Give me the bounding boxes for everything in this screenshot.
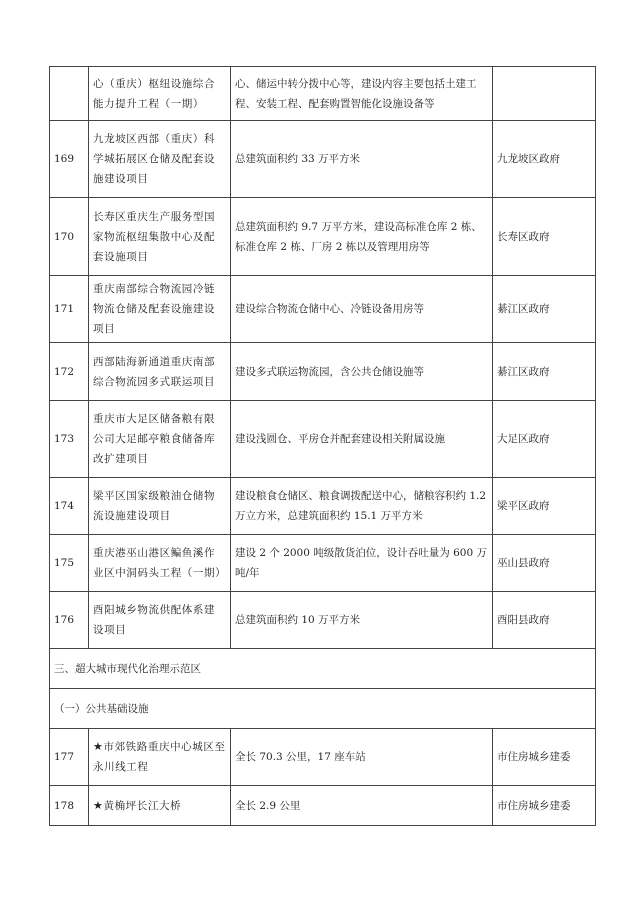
project-name: 长寿区重庆生产服务型国家物流枢纽集散中心及配套设施项目 [89, 198, 231, 276]
project-content: 建设浅圆仓、平房仓并配套建设相关附属设施 [231, 401, 493, 478]
responsible-unit: 市住房城乡建委 [493, 729, 596, 786]
row-number: 170 [50, 198, 89, 276]
table-row [50, 478, 596, 535]
responsible-unit: 长寿区政府 [493, 198, 596, 276]
table-row [50, 729, 596, 786]
responsible-unit: 九龙坡区政府 [493, 121, 596, 198]
subsection-row [50, 689, 596, 729]
responsible-unit: 梁平区政府 [493, 478, 596, 535]
table-row [50, 67, 596, 121]
project-content: 总建筑面积约 9.7 万平方米，建设高标准仓库 2 栋、标准仓库 2 栋、厂房 2 栋以及管理用房等 [231, 198, 493, 276]
project-content: 建设粮食仓储区、粮食调拨配送中心，储粮容积约 1.2 万立方米，总建筑面积约 15.1 万平方米 [231, 478, 493, 535]
table-row [50, 343, 596, 401]
project-content: 建设 2 个 2000 吨级散货泊位，设计吞吐量为 600 万吨/年 [231, 535, 493, 592]
section-title: 三、超大城市现代化治理示范区 [50, 649, 596, 689]
project-name: 心（重庆）枢纽设施综合能力提升工程（一期） [89, 67, 231, 121]
project-name: 重庆市大足区储备粮有限公司大足邮亭粮食储备库改扩建项目 [89, 401, 231, 478]
project-content: 全长 2.9 公里 [231, 786, 493, 826]
row-number: 172 [50, 343, 89, 401]
responsible-unit: 大足区政府 [493, 401, 596, 478]
responsible-unit: 綦江区政府 [493, 343, 596, 401]
table-row [50, 535, 596, 592]
table-row [50, 276, 596, 343]
project-name-text: 黄桷坪长江大桥 [103, 799, 182, 812]
row-number: 169 [50, 121, 89, 198]
table-row [50, 401, 596, 478]
project-name [89, 786, 231, 826]
project-content: 心、储运中转分拨中心等，建设内容主要包括土建工程、安装工程、配套购置智能化设施设备等 [231, 67, 493, 121]
row-number: 176 [50, 592, 89, 649]
project-name: 西部陆海新通道重庆南部综合物流园多式联运项目 [89, 343, 231, 401]
project-content: 全长 70.3 公里，17 座车站 [231, 729, 493, 786]
project-table [49, 66, 596, 826]
project-name: 梁平区国家级粮油仓储物流设施建设项目 [89, 478, 231, 535]
section-row [50, 649, 596, 689]
star-icon: ★ [93, 798, 104, 812]
row-number: 178 [50, 786, 89, 826]
row-number: 174 [50, 478, 89, 535]
project-name: 酉阳城乡物流供配体系建设项目 [89, 592, 231, 649]
project-content: 总建筑面积约 33 万平方米 [231, 121, 493, 198]
table-row [50, 121, 596, 198]
table-row [50, 592, 596, 649]
project-name: 重庆南部综合物流园冷链物流仓储及配套设施建设项目 [89, 276, 231, 343]
subsection-title: （一）公共基础设施 [50, 689, 596, 729]
responsible-unit: 酉阳县政府 [493, 592, 596, 649]
project-content: 建设综合物流仓储中心、冷链设备用房等 [231, 276, 493, 343]
project-name [89, 729, 231, 786]
responsible-unit [493, 67, 596, 121]
project-name: 九龙坡区西部（重庆）科学城拓展区仓储及配套设施建设项目 [89, 121, 231, 198]
row-number: 175 [50, 535, 89, 592]
responsible-unit: 巫山县政府 [493, 535, 596, 592]
table-row [50, 786, 596, 826]
responsible-unit: 綦江区政府 [493, 276, 596, 343]
responsible-unit: 市住房城乡建委 [493, 786, 596, 826]
star-icon: ★ [93, 740, 104, 753]
row-number: 177 [50, 729, 89, 786]
table-row [50, 198, 596, 276]
project-content: 建设多式联运物流园，含公共仓储设施等 [231, 343, 493, 401]
project-name-text: 市郊铁路重庆中心城区至永川线工程 [93, 741, 226, 773]
row-number: 171 [50, 276, 89, 343]
project-content: 总建筑面积约 10 万平方米 [231, 592, 493, 649]
row-number: 173 [50, 401, 89, 478]
row-number [50, 67, 89, 121]
project-name: 重庆港巫山港区鳊鱼溪作业区中洞码头工程（一期） [89, 535, 231, 592]
